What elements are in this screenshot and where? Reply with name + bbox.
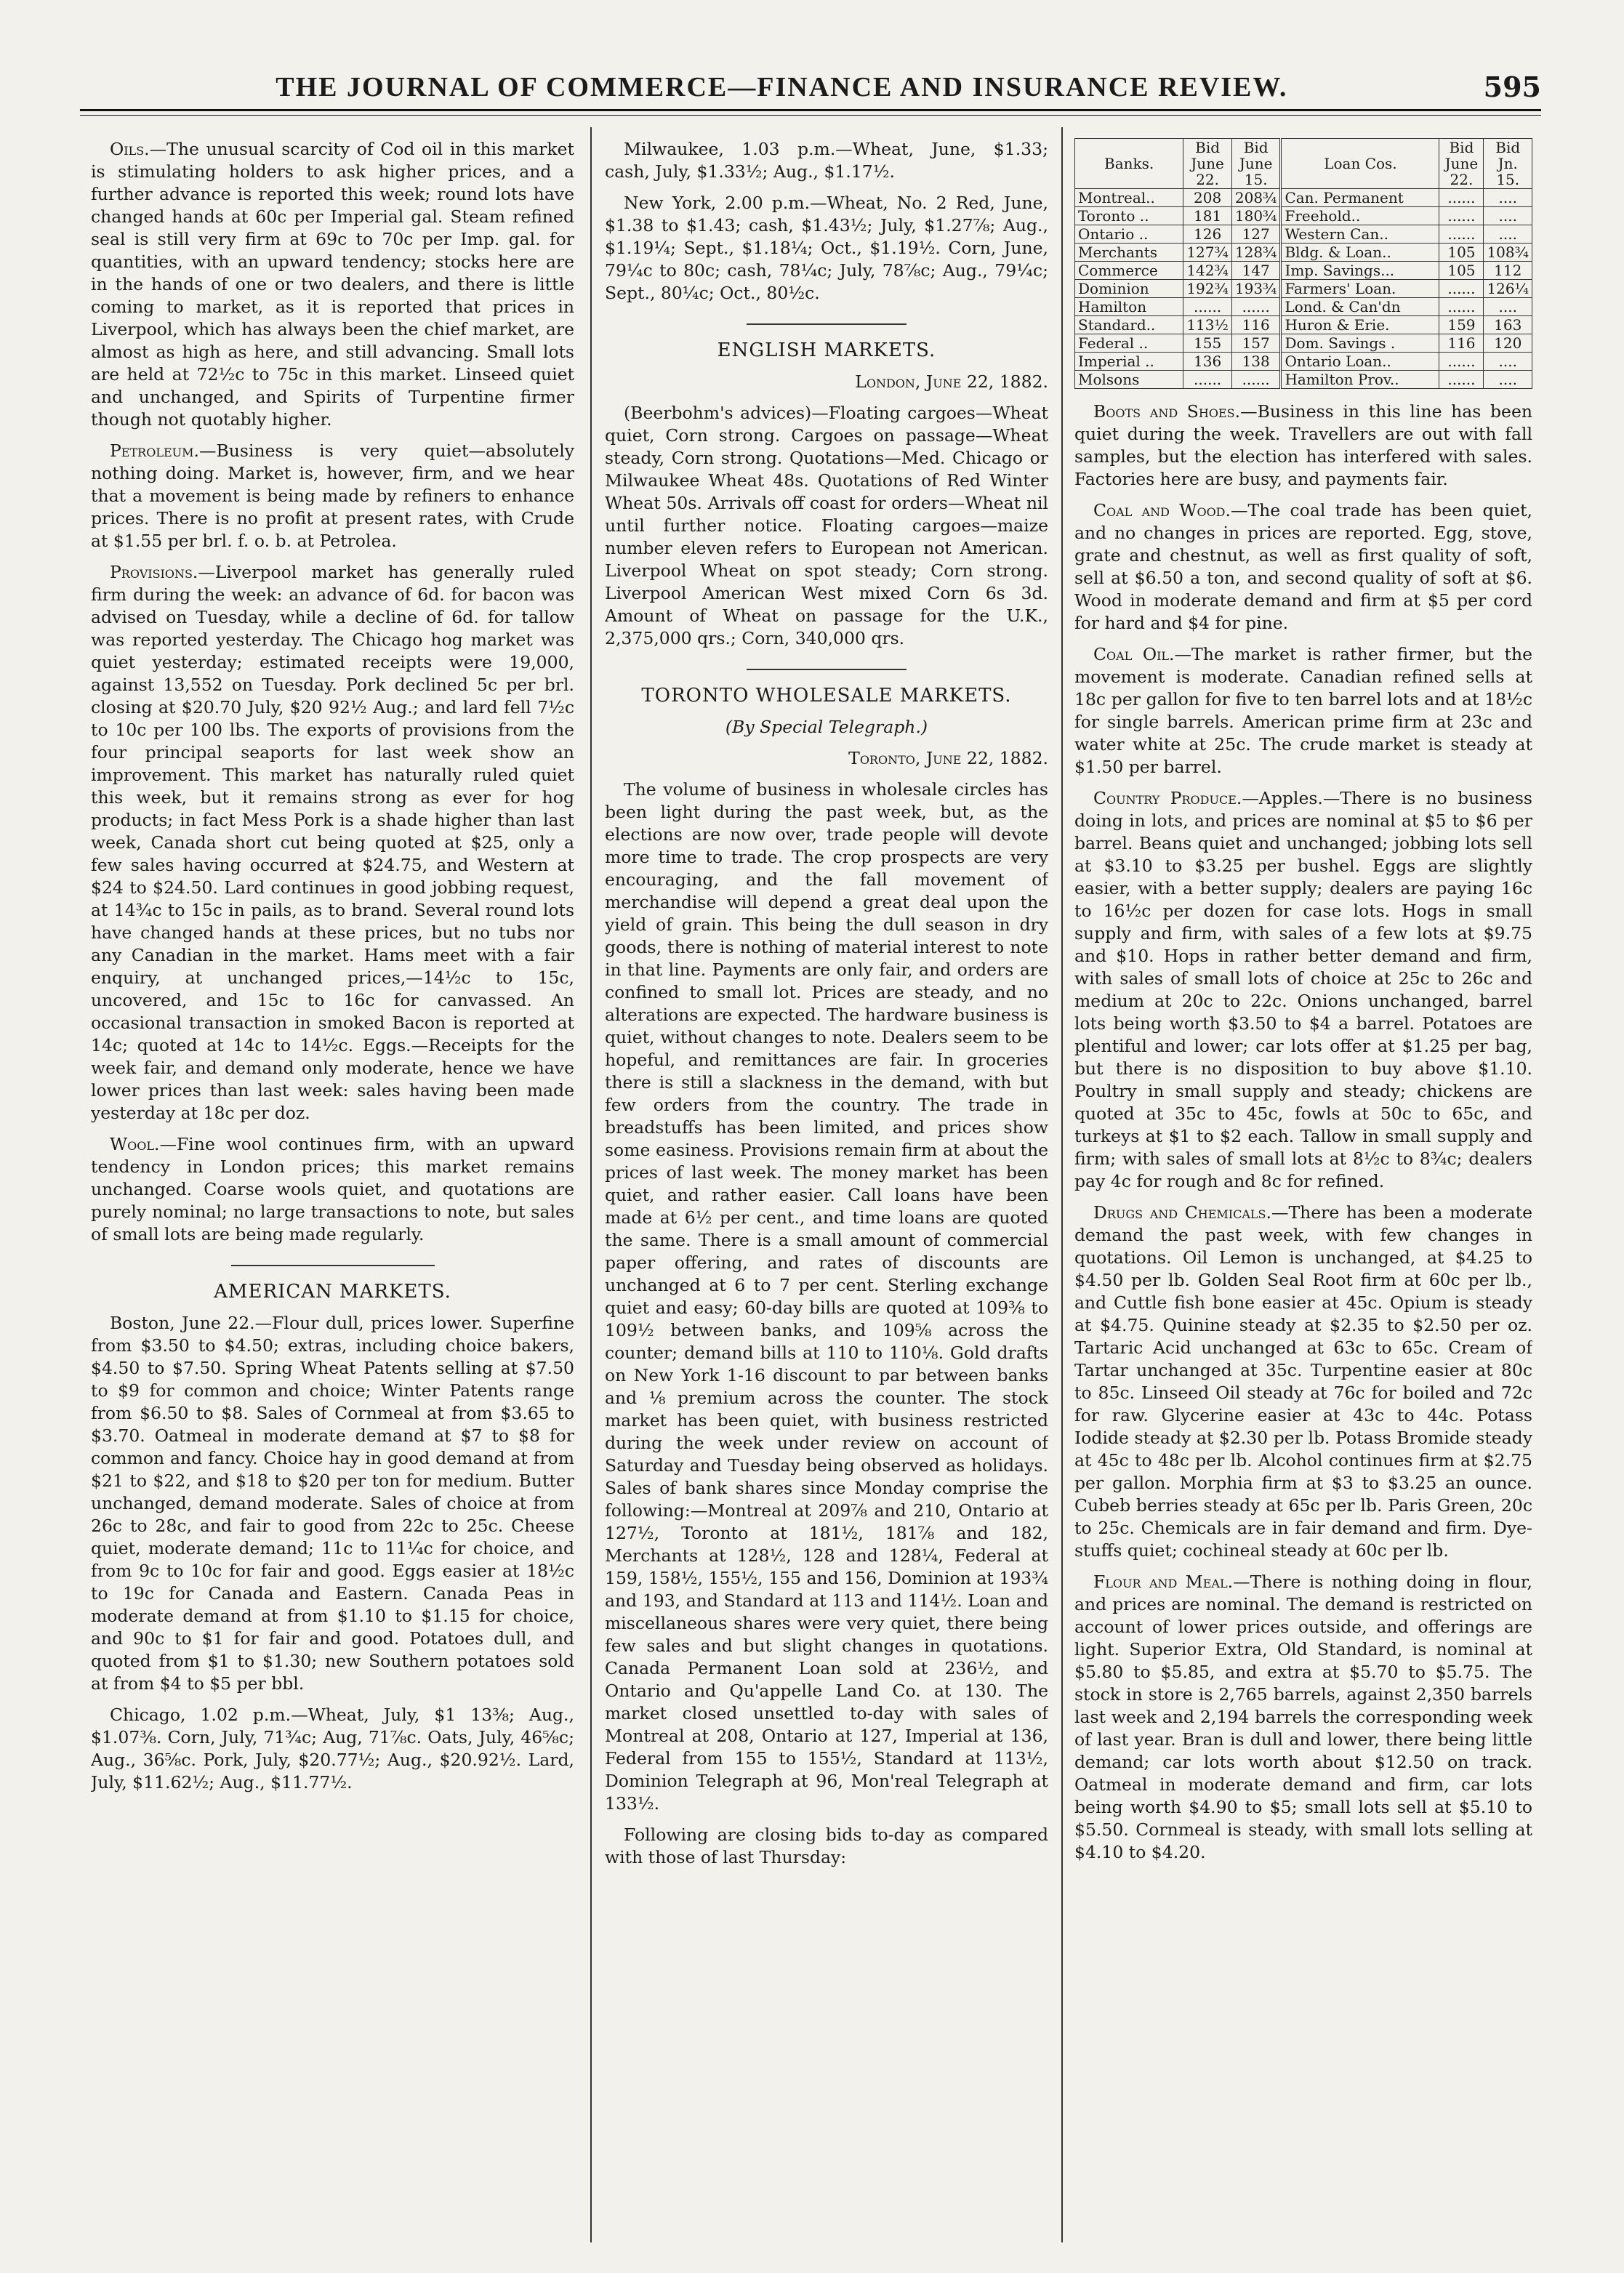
provisions-heading: Provisions. xyxy=(110,562,198,582)
loan-co-name-cell: Dom. Savings . xyxy=(1281,334,1439,353)
bank-bid-june-22-cell: 113½ xyxy=(1183,316,1232,334)
header-rule-bottom xyxy=(80,115,1541,116)
th-bid-june-22: Bid June 22. xyxy=(1183,139,1232,189)
loan-co-name-cell: Farmers' Loan. xyxy=(1281,280,1439,298)
country-heading: Country Produce. xyxy=(1093,788,1242,808)
boots-heading: Boots and Shoes. xyxy=(1093,401,1241,422)
oils-heading: Oils. xyxy=(110,139,150,159)
bank-name-cell: Federal .. xyxy=(1075,334,1183,353)
bank-bid-june-15-cell: 138 xyxy=(1231,353,1281,371)
loan-bid-june-15-cell: .... xyxy=(1484,371,1532,389)
loan-co-name-cell: Hamilton Prov.. xyxy=(1281,371,1439,389)
column-2 xyxy=(605,138,1048,2232)
loan-bid-june-22-cell: 159 xyxy=(1439,316,1484,334)
country-text: —Apples.—There is no business doing in lots, and prices are nominal at $5 to $6 per barrel. Beans quiet and unchanged; jobbing lots sell at $3.10 to $3.25 per bushel. Eggs are slightly easier, with a better supply; dealers are paying 16c to 16½c per dozen for case lots. Hogs in small supply and firm, with sales of a few lots at $9.75 and $10. Hops in rather better demand and firm, with sales of small lots of choice at 25c to 26c and medium at 20c to 22c. Onions unchanged, barrel lots being worth $3.50 to $4 a barrel. Potatoes are plentiful and lower; car lots offer at $1.25 per bag, but there is no disposition to buy above $1.10. Poultry in small supply and steady; chickens are quoted at 35c to 45c, fowls at 50c to 65c, and turkeys at $1 to $2 each. Tallow in small supply and firm; with sales of small lots at 8½c to 8¾c; dealers pay 4c for rough and 8c for refined. xyxy=(1074,788,1532,1191)
loan-bid-june-15-cell: 120 xyxy=(1484,334,1532,353)
column-3 xyxy=(1074,138,1532,2232)
loan-bid-june-15-cell: .... xyxy=(1484,298,1532,316)
chicago-paragraph: Chicago, 1.02 p.m.—Wheat, July, $1 13⅜; Aug., $1.07⅜. Corn, July, 71¾c; Aug, 71⅞c. Oats, July, 46⅝c; Aug., 36⅝c. Pork, July, $20.77½; Aug., $20.92½. Lard, July, $11.62½; Aug., $11.77½. xyxy=(91,1705,574,1793)
loan-bid-june-15-cell: .... xyxy=(1484,189,1532,207)
loan-co-name-cell: Ontario Loan.. xyxy=(1281,353,1439,371)
bank-bid-june-22-cell: 192¾ xyxy=(1183,280,1232,298)
header-rule-top xyxy=(80,109,1541,111)
bank-name-cell: Merchants xyxy=(1075,244,1183,262)
oils-paragraph xyxy=(91,138,574,431)
loan-co-name-cell: Western Can.. xyxy=(1281,225,1439,244)
table-row xyxy=(1075,225,1532,244)
following-paragraph: Following are closing bids to-day as compared with those of last Thursday: xyxy=(605,1825,1048,1867)
coal-heading: Coal and Wood. xyxy=(1093,500,1231,520)
bank-name-cell: Standard.. xyxy=(1075,316,1183,334)
loan-bid-june-15-cell: .... xyxy=(1484,207,1532,225)
section-rule xyxy=(747,669,907,670)
bank-bid-june-22-cell: 127¾ xyxy=(1183,244,1232,262)
boots-text: —Business in this line has been quiet during the week. Travellers are out with fall samples, but the election has interfered with sales. Factories here are busy, and payments fair. xyxy=(1074,401,1532,489)
bank-name-cell: Toronto .. xyxy=(1075,207,1183,225)
loan-bid-june-22-cell: ...... xyxy=(1439,189,1484,207)
coaloil-heading: Coal Oil. xyxy=(1093,644,1175,664)
loan-bid-june-15-cell: .... xyxy=(1484,353,1532,371)
bank-bid-june-15-cell: 193¾ xyxy=(1231,280,1281,298)
th-loan-cos: Loan Cos. xyxy=(1281,139,1439,189)
bank-bid-june-22-cell: 142¾ xyxy=(1183,262,1232,280)
bank-bid-june-22-cell: 126 xyxy=(1183,225,1232,244)
loan-co-name-cell: Huron & Erie. xyxy=(1281,316,1439,334)
boston-paragraph: Boston, June 22.—Flour dull, prices lower. Superfine from $3.50 to $4.50; extras, including choice bakers, $4.50 to $7.50. Spring Wheat Patents selling at $7.50 to $9 for common and choice; Winter Patents range from $6.50 to $8. Sales of Cornmeal at from $3.65 to $3.70. Oatmeal in moderate demand at $7 to $8 for common and fancy. Choice hay in good demand at from $21 to $22, and $18 to $20 per ton for medium. Butter unchanged, demand moderate. Sales of choice at from 26c to 28c, and fair to good from 22c to 25c. Cheese quiet, moderate demand; 11c to 11¼c for choice, and from 9c to 10c for fair and good. Eggs easier at 18½c to 19c for Canada and Eastern. Canada Peas in moderate demand at from $1.10 to $1.15 for choice, and 90c to $1 for fair and good. Potatoes dull, and quoted from $1 to $1.30; new Southern potatoes sold at from $4 to $5 per bbl. xyxy=(91,1313,574,1694)
bank-bid-june-22-cell: 208 xyxy=(1183,189,1232,207)
wool-paragraph xyxy=(91,1133,574,1246)
th-loan-bid-june-15: Bid Jn. 15. xyxy=(1484,139,1532,189)
english-paragraph: (Beerbohm's advices)—Floating cargoes—Wheat quiet, Corn strong. Cargoes on passage—Wheat steady, Corn strong. Quotations—Med. Chicago or Milwaukee Wheat 48s. Quotations of Red Winter Wheat 50s. Arrivals off coast for orders—Wheat nil until further notice. Floating cargoes—maize number eleven refers to European not American. Liverpool Wheat on spot steady; Corn strong. Liverpool American West mixed Corn 6s 3d. Amount of Wheat on passage for the U.K., 2,375,000 qrs.; Corn, 340,000 qrs. xyxy=(605,403,1048,648)
bank-bid-june-22-cell: ...... xyxy=(1183,298,1232,316)
loan-bid-june-15-cell: 163 xyxy=(1484,316,1532,334)
bank-bid-june-15-cell: 128¾ xyxy=(1231,244,1281,262)
coal-text: —The coal trade has been quiet, and no changes in prices are reported. Egg, stove, grate and chestnut, as well as first quality of soft, sell at $6.50 a ton, and second quality of soft at $6. Wood in moderate demand and firm at $5 per cord for hard and $4 for pine. xyxy=(1074,500,1532,633)
loan-bid-june-22-cell: ...... xyxy=(1439,371,1484,389)
toronto-byline: (By Special Telegraph.) xyxy=(725,717,928,737)
loan-bid-june-15-cell: 112 xyxy=(1484,262,1532,280)
bank-bid-june-22-cell: 155 xyxy=(1183,334,1232,353)
wool-heading: Wool. xyxy=(110,1134,160,1154)
american-markets-heading: AMERICAN MARKETS. xyxy=(214,1281,451,1303)
loan-bid-june-22-cell: ...... xyxy=(1439,207,1484,225)
page-header xyxy=(80,65,1541,103)
petroleum-heading: Petroleum. xyxy=(110,440,199,461)
bank-bid-june-22-cell: 181 xyxy=(1183,207,1232,225)
coal-paragraph xyxy=(1074,499,1532,635)
toronto-dateline: Toronto, June 22, 1882. xyxy=(848,748,1048,768)
bank-bid-june-15-cell: 180¾ xyxy=(1231,207,1281,225)
table-row xyxy=(1075,262,1532,280)
drugs-text: —There has been a moderate demand the past week, with few changes in quotations. Oil Lemon is unchanged, at $4.25 to $4.50 per lb. Golden Seal Root firm at 60c per lb., and Cuttle fish bone easier at 45c. Opium is steady at $4.75. Quinine steady at $2.35 to $2.50 per oz. Tartaric Acid unchanged at 63c to 65c. Cream of Tartar unchanged at 35c. Turpentine easier at 80c to 85c. Linseed Oil steady at 76c for boiled and 72c for raw. Glycerine easier at 43c to 44c. Potass Iodide steady at $2.30 per lb. Potass Bromide steady at 45c to 48c per lb. Alcohol continues firm at $2.75 per gallon. Morphia firm at $3 to $3.25 an ounce. Cubeb berries steady at 65c per lb. Paris Green, 20c to 25c. Chemicals are in fair demand and firm. Dye-stuffs quiet; cochineal steady at 60c per lb. xyxy=(1074,1202,1532,1561)
bank-bid-june-22-cell: 136 xyxy=(1183,353,1232,371)
newyork-paragraph: New York, 2.00 p.m.—Wheat, No. 2 Red, June, $1.38 to $1.43; cash, $1.43½; July, $1.27⅞; Aug., $1.19¼; Sept., $1.18¼; Oct., $1.19½. Corn, June, 79¼c to 80c; cash, 78¼c; July, 78⅞c; Aug., 79¼c; Sept., 80¼c; Oct., 80½c. xyxy=(605,193,1048,303)
milwaukee-paragraph: Milwaukee, 1.03 p.m.—Wheat, June, $1.33; cash, July, $1.33½; Aug., $1.17½. xyxy=(605,139,1048,182)
loan-bid-june-22-cell: ...... xyxy=(1439,280,1484,298)
toronto-markets-heading: TORONTO WHOLESALE MARKETS. xyxy=(641,685,1012,707)
drugs-heading: Drugs and Chemicals. xyxy=(1093,1202,1271,1223)
journal-title: THE JOURNAL OF COMMERCE—FINANCE AND INSURANCE REVIEW. xyxy=(276,72,1288,102)
loan-bid-june-22-cell: ...... xyxy=(1439,298,1484,316)
bank-bid-june-15-cell: 157 xyxy=(1231,334,1281,353)
table-row xyxy=(1075,189,1532,207)
country-paragraph xyxy=(1074,787,1532,1193)
loan-bid-june-22-cell: ...... xyxy=(1439,225,1484,244)
bank-bid-june-22-cell: ...... xyxy=(1183,371,1232,389)
oils-text: —The unusual scarcity of Cod oil in this market is stimulating holders to ask higher prices, and a further advance is reported this week; round lots have changed hands at 60c per Imperial gal. Steam refined seal is still very firm at 69c to 70c per Imp. gal. for quantities, with an upward tendency; stocks here are in the hands of one or two dealers, and there is little coming to market, as it is reported that prices in Liverpool, which has always been the chief market, are almost as high as here, and still advancing. Small lots are held at 72½c to 75c in this market. Linseed quiet and unchanged, and Spirits of Turpentine firmer though not quotably higher. xyxy=(91,139,574,430)
flour-heading: Flour and Meal. xyxy=(1093,1572,1234,1592)
loan-bid-june-22-cell: 105 xyxy=(1439,262,1484,280)
bank-bid-june-15-cell: 127 xyxy=(1231,225,1281,244)
section-rule xyxy=(747,323,907,325)
bank-name-cell: Montreal.. xyxy=(1075,189,1183,207)
bank-bids-table xyxy=(1074,138,1532,389)
english-dateline: London, June 22, 1882. xyxy=(855,371,1048,392)
loan-bid-june-15-cell: 108¾ xyxy=(1484,244,1532,262)
provisions-paragraph xyxy=(91,561,574,1125)
loan-co-name-cell: Bldg. & Loan.. xyxy=(1281,244,1439,262)
bank-name-cell: Commerce xyxy=(1075,262,1183,280)
coaloil-paragraph xyxy=(1074,643,1532,779)
column-divider-1 xyxy=(590,127,592,2242)
table-row xyxy=(1075,334,1532,353)
table-row xyxy=(1075,298,1532,316)
bank-name-cell: Molsons xyxy=(1075,371,1183,389)
loan-co-name-cell: Imp. Savings... xyxy=(1281,262,1439,280)
loan-bid-june-15-cell: 126¼ xyxy=(1484,280,1532,298)
bank-name-cell: Imperial .. xyxy=(1075,353,1183,371)
th-loan-bid-june-22: Bid June 22. xyxy=(1439,139,1484,189)
table-row xyxy=(1075,244,1532,262)
provisions-text: —Liverpool market has generally ruled firm during the week: an advance of 6d. for bacon was advised on Tuesday, while a decline of 6d. for tallow was reported yesterday. The Chicago hog market was quiet yesterday; estimated receipts were 19,000, against 13,552 on Tuesday. Pork declined 5c per brl. closing at $20.70 July, $20 92½ Aug.; and lard fell 7½c to 10c per 100 lbs. The exports of provisions from the four principal seaports for last week show an improvement. This market has naturally ruled quiet this week, but it remains strong as ever for hog products; in fact Mess Pork is a shade higher than last week, Canada short cut being quoted at $25, only a few sales having occurred at $24.75, and Western at $24 to $24.50. Lard continues in good jobbing request, at 14¾c to 15c in pails, as to brand. Several round lots have changed hands at these prices, but no tubs nor any Canadian in the market. Hams meet with a fair enquiry, at unchanged prices,—14½c to 15c, uncovered, and 15c to 16c for canvassed. An occasional transaction in smoked Bacon is reported at 14c; quoted at 14c to 14½c. Eggs.—Receipts for the week fair, and demand only moderate, hence we have lower prices than last week: sales having been made yesterday at 18c per doz. xyxy=(91,562,574,1123)
loan-bid-june-22-cell: ...... xyxy=(1439,353,1484,371)
bank-name-cell: Hamilton xyxy=(1075,298,1183,316)
table-row xyxy=(1075,207,1532,225)
table-header-row xyxy=(1075,139,1532,189)
column-divider-2 xyxy=(1061,127,1063,2242)
petroleum-paragraph xyxy=(91,440,574,552)
th-bid-june-15: Bid June 15. xyxy=(1231,139,1281,189)
th-banks: Banks. xyxy=(1075,139,1183,189)
bank-bid-june-15-cell: ...... xyxy=(1231,371,1281,389)
bank-bid-june-15-cell: 116 xyxy=(1231,316,1281,334)
flour-text: —There is nothing doing in flour, and prices are nominal. The demand is restricted on account of lower prices outside, and offerings are light. Superior Extra, Old Standard, is nominal at $5.80 to $5.85, and extra at $5.70 to $5.75. The stock in store is 2,765 barrels, against 2,350 barrels last week and 2,194 barrels the corresponding week of last year. Bran is dull and lower, there being little demand; car lots worth about $12.50 on track. Oatmeal in moderate demand and firm, car lots being worth $4.90 to $5; small lots sell at $5.10 to $5.50. Cornmeal is steady, with small lots selling at $4.10 to $4.20. xyxy=(1074,1572,1532,1862)
loan-bid-june-22-cell: 116 xyxy=(1439,334,1484,353)
wool-text: —Fine wool continues firm, with an upward tendency in London prices; this market remains unchanged. Coarse wools quiet, and quotations are purely nominal; no large transactions to note, but sales of small lots are being made regularly. xyxy=(91,1134,574,1244)
column-1 xyxy=(91,138,574,2232)
bank-table-body xyxy=(1075,189,1532,389)
bank-bid-june-15-cell: 147 xyxy=(1231,262,1281,280)
table-row xyxy=(1075,353,1532,371)
coaloil-text: —The market is rather firmer, but the movement is moderate. Canadian refined sells at 18c per gallon for five to ten barrel lots and at 18½c for single barrels. American prime firm at 23c and water white at 25c. The crude market is steady at $1.50 per barrel. xyxy=(1074,644,1532,777)
petroleum-text: —Business is very quiet—absolutely nothing doing. Market is, however, firm, and we hear that a movement is being made by refiners to enhance prices. There is no profit at present rates, with Crude at $1.55 per brl. f. o. b. at Petrolea. xyxy=(91,440,574,551)
loan-co-name-cell: Freehold.. xyxy=(1281,207,1439,225)
loan-bid-june-15-cell: .... xyxy=(1484,225,1532,244)
bank-bid-june-15-cell: ...... xyxy=(1231,298,1281,316)
bank-name-cell: Dominion xyxy=(1075,280,1183,298)
loan-co-name-cell: Lond. & Can'dn xyxy=(1281,298,1439,316)
table-row xyxy=(1075,371,1532,389)
drugs-paragraph xyxy=(1074,1202,1532,1562)
toronto-paragraph: The volume of business in wholesale circles has been light during the past week, but, as the elections are now over, trade people will devote more time to trade. The crop prospects are very encouraging, and the fall movement of merchandise will depend a great deal upon the yield of grain. This being the dull season in dry goods, there is nothing of material interest to note in that line. Payments are only fair, and orders are confined to small lot. Prices are steady, and no alterations are expected. The hardware business is quiet, without changes to note. Dealers seem to be hopeful, and remittances are fair. In groceries there is still a slackness in the demand, with but few orders from the country. The trade in breadstuffs has been limited, and prices show some easiness. Provisions remain firm at about the prices of last week. The money market has been quiet, and rather easier. Call loans have been made at 6½ per cent., and time loans are quoted the same. There is a small amount of commercial paper offering, and rates of discounts are unchanged at 6 to 7 per cent. Sterling exchange quiet and easy; 60-day bills are quoted at 109⅜ to 109½ between banks, and 109⅝ across the counter; demand bills at 110 to 110⅛. Gold drafts on New York 1-16 discount to par between banks and ⅛ premium across the counter. The stock market has been quiet, with business restricted during the week under review on account of Saturday and Tuesday being observed as holidays. Sales of bank shares since Monday comprise the following:—Montreal at 209⅞ and 210, Ontario at 127½, Toronto at 181½, 181⅞ and 182, Merchants at 128½, 128 and 128¼, Federal at 159, 158½, 155½, 155 and 156, Dominion at 193¾ and 193, and Standard at 113 and 114½. Loan and miscellaneous shares were very quiet, there being few sales and but slight changes in quotations. Canada Permanent Loan sold at 236½, and Ontario and Qu'appelle Land Co. at 130. The market closed unsettled to-day with sales of Montreal at 208, Ontario at 127, Imperial at 136, Federal from 155 to 155½, Standard at 113½, Dominion Telegraph at 96, Mon'real Telegraph at 133½. xyxy=(605,779,1048,1814)
boots-paragraph xyxy=(1074,401,1532,491)
flour-paragraph xyxy=(1074,1571,1532,1864)
english-markets-heading: ENGLISH MARKETS. xyxy=(717,339,936,361)
page-number: 595 xyxy=(1483,71,1541,103)
bank-name-cell: Ontario .. xyxy=(1075,225,1183,244)
table-row xyxy=(1075,280,1532,298)
bank-bid-june-15-cell: 208¾ xyxy=(1231,189,1281,207)
loan-bid-june-22-cell: 105 xyxy=(1439,244,1484,262)
loan-co-name-cell: Can. Permanent xyxy=(1281,189,1439,207)
section-rule xyxy=(231,1265,435,1266)
table-row xyxy=(1075,316,1532,334)
